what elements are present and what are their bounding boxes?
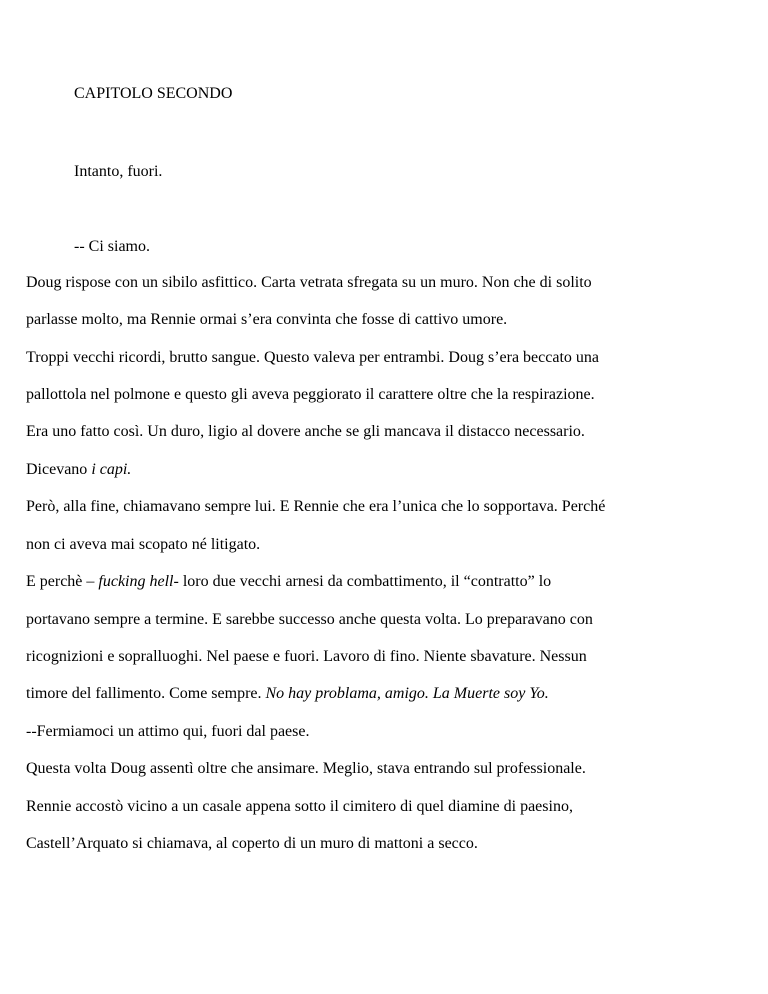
dialogue-line: --Fermiamoci un attimo qui, fuori dal paese. [26, 723, 310, 740]
text-line: non ci aveva mai scopato né litigato. [26, 536, 261, 553]
text-line [26, 572, 551, 592]
text-line [26, 684, 549, 704]
text-line: Era uno fatto così. Un duro, ligio al dovere anche se gli mancava il distacco necessario. [26, 423, 585, 440]
text-line: Rennie accostò vicino a un casale appena sotto il cimitero di quel diamine di paesino, [26, 798, 573, 815]
dialogue-line: -- Ci siamo. [74, 238, 150, 255]
text-line: pallottola nel polmone e questo gli aveva peggiorato il carattere oltre che la respirazione. [26, 386, 595, 403]
text-line: ricognizioni e sopralluoghi. Nel paese e fuori. Lavoro di fino. Niente sbavature. Nessun [26, 648, 587, 665]
italic-span: No hay problama, amigo. La Muerte soy Yo. [265, 685, 549, 702]
italic-span: i capi. [91, 461, 132, 478]
text-line: Doug rispose con un sibilo asfittico. Carta vetrata sfregata su un muro. Non che di solito [26, 274, 592, 291]
text-line: parlasse molto, ma Rennie ormai s’era convinta che fosse di cattivo umore. [26, 311, 508, 328]
text-span: E perchè – [26, 573, 99, 590]
text-line: portavano sempre a termine. E sarebbe successo anche questa volta. Lo preparavano con [26, 611, 593, 628]
chapter-title: CAPITOLO SECONDO [74, 85, 233, 102]
text-span: Dicevano [26, 461, 92, 478]
text-line [26, 460, 131, 480]
text-span: - loro due vecchi arnesi da combattimento, il “contratto” lo [173, 573, 552, 590]
text-span: timore del fallimento. Come sempre. [26, 685, 266, 702]
italic-span: fucking hell [98, 573, 174, 590]
text-line: Troppi vecchi ricordi, brutto sangue. Questo valeva per entrambi. Doug s’era beccato una [26, 349, 599, 366]
opening-line: Intanto, fuori. [74, 163, 163, 180]
text-line: Castell’Arquato si chiamava, al coperto di un muro di mattoni a secco. [26, 835, 478, 852]
text-line: Questa volta Doug assentì oltre che ansimare. Meglio, stava entrando sul professionale. [26, 760, 586, 777]
text-line: Però, alla fine, chiamavano sempre lui. E Rennie che era l’unica che lo sopportava. Perché [26, 498, 606, 515]
